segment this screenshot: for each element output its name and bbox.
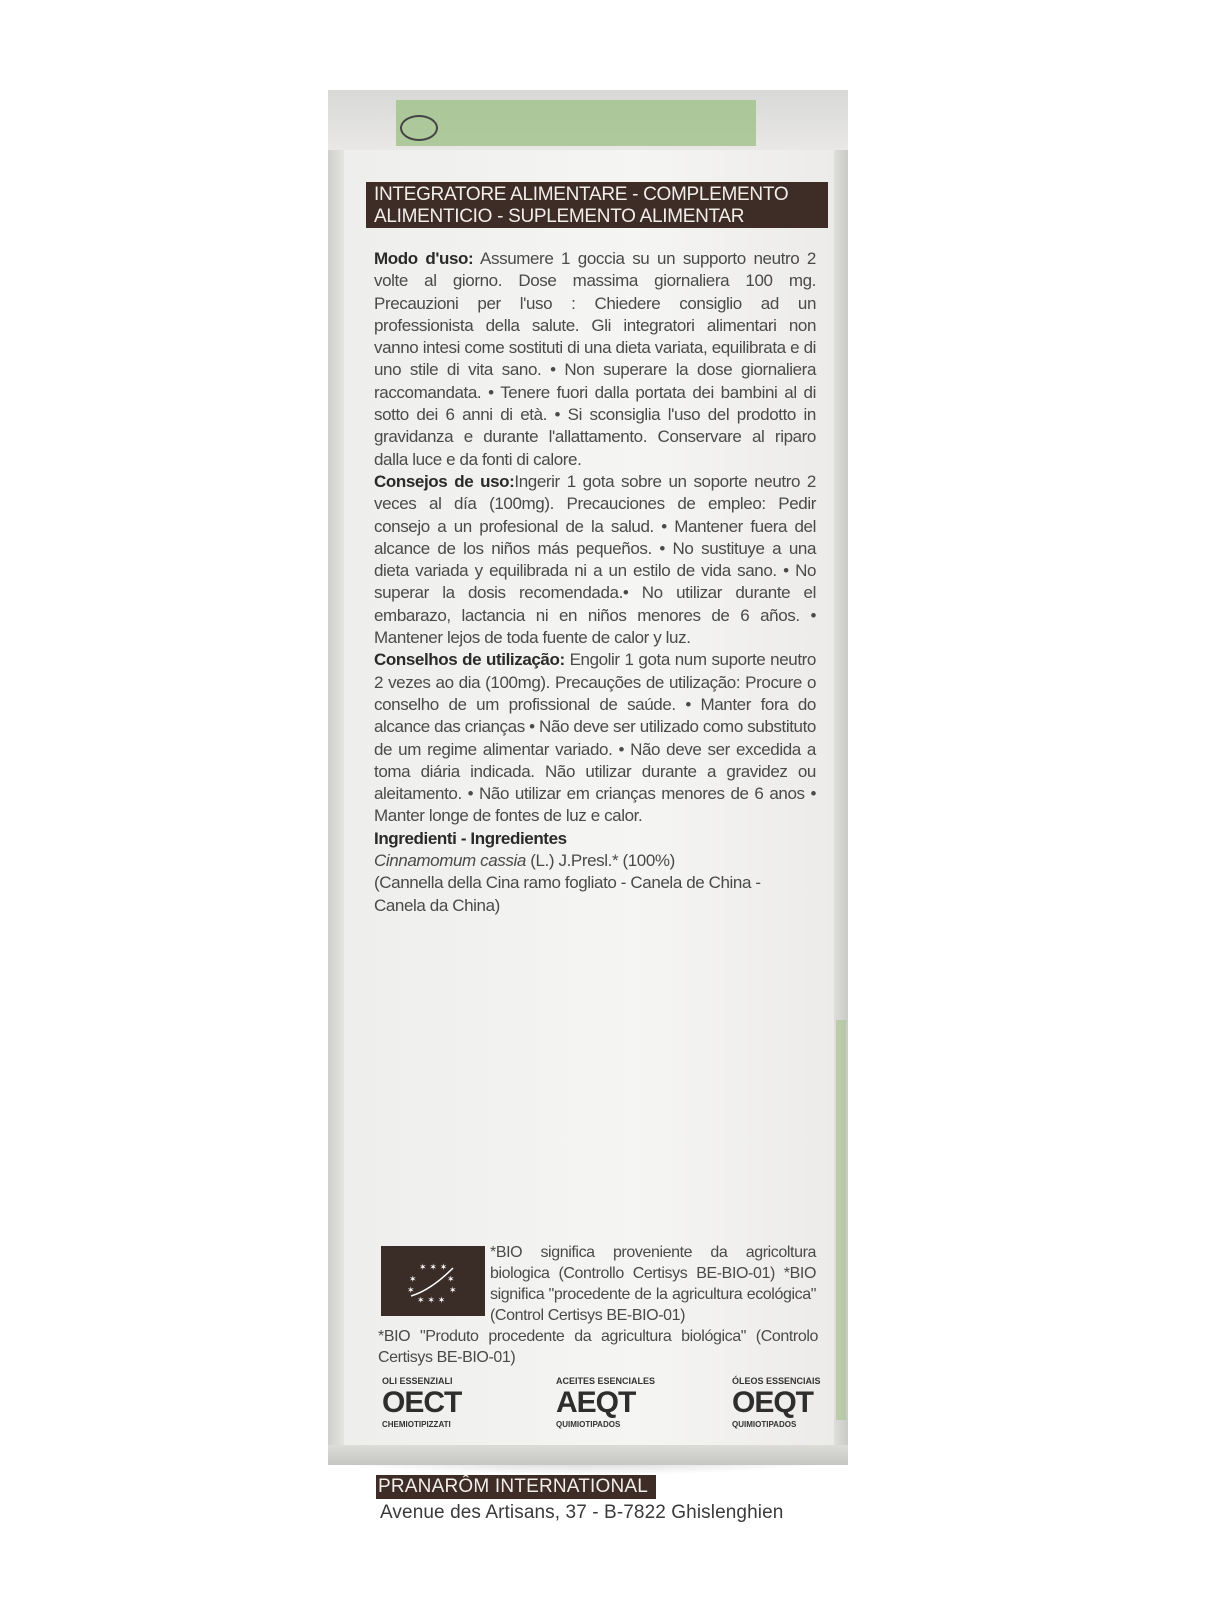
box-left-edge (328, 150, 344, 1450)
cert-oeqt-bottom: QUIMIOTIPADOS (732, 1420, 797, 1429)
cert-oeqt-top: ÓLEOS ESSENCIAIS (732, 1376, 821, 1386)
usage-it-title: Modo d'uso: (374, 249, 474, 268)
cert-oect-logo: OECT (382, 1386, 462, 1419)
top-flap-green-band (396, 100, 756, 146)
usage-es-title: Consejos de uso: (374, 471, 515, 491)
cert-aeqt-logo: AEQT (556, 1386, 636, 1419)
bio-note-pt: *BIO "Produto procedente da agricultura biológica" (Controlo Certisys BE-BIO-01) (378, 1328, 818, 1366)
ingredients-line (374, 850, 816, 872)
cert-aeqt (556, 1376, 656, 1430)
ingredient-common-names: (Cannella della Cina ramo fogliato - Canela de China - Canela da China) (374, 873, 761, 915)
usage-it-text: Assumere 1 goccia su un supporto neutro 2 volte al giorno. Dose massima giornaliera 100 mg. Precauzioni per l'uso : Chiedere consiglio ad un professionista della salute. Gli integratori alimentari non vanno intesi come sostituti di una dieta variata, equilibrata e di uno stile di vita sano. • Non superare la dose giornaliera raccomandata. • Tenere fuori dalla portata dei bambini al di sotto dei 6 anni di età. • Si sconsiglia l'uso del prodotto in gravidanza e durante l'allattamento. Conservare al riparo dalla luce e da fonti di calore. (374, 249, 816, 469)
eu-organic-logo (381, 1246, 485, 1316)
svg-text:✶ ✶ ✶: ✶ ✶ ✶ (417, 1296, 446, 1306)
svg-text:✶: ✶ (449, 1286, 457, 1296)
side-green-band (836, 1020, 846, 1420)
usage-es-text: Ingerir 1 gota sobre un soporte neutro 2 veces al día (100mg). Precauciones de empleo: Pedir consejo a un profesional de la salud. • Mantener fuera del alcance de los niños más pequeños. • No sustituye a una dieta variada y equilibrada ni a un estilo de vida sano. • No superar la dosis recomendada.• No utilizar durante el embarazo, lactancia ni en niños menores de 6 años. • Mantener lejos de toda fuente de calor y luz. (374, 471, 816, 648)
bio-logo-icon (400, 115, 438, 141)
usage-text-block (374, 248, 816, 917)
svg-text:✶: ✶ (407, 1286, 415, 1296)
ingredient-latin-name: Cinnamomum cassia (374, 851, 526, 871)
product-box (328, 90, 848, 1523)
ingredients-title: Ingredienti - Ingredientes (374, 828, 567, 848)
cert-oect (382, 1376, 482, 1430)
cert-aeqt-top: ACEITES ESENCIALES (556, 1376, 656, 1386)
usage-pt (374, 649, 816, 827)
cert-oect-top: OLI ESSENZIALI (382, 1376, 453, 1386)
svg-text:✶ ✶ ✶: ✶ ✶ ✶ (419, 1263, 448, 1273)
usage-it (374, 248, 816, 471)
cert-aeqt-bottom: QUIMIOTIPADOS (556, 1420, 621, 1429)
usage-es (374, 471, 816, 649)
cert-oeqt (732, 1376, 832, 1430)
cert-oect-bottom: CHEMIOTIPIZZATI (382, 1420, 451, 1429)
company-name: PRANARÔM INTERNATIONAL (376, 1475, 656, 1499)
box-bottom-edge (328, 1445, 848, 1465)
usage-pt-title: Conselhos de utilização: (374, 650, 565, 670)
company-address: Avenue des Artisans, 37 - B-7822 Ghislenghien (380, 1502, 784, 1523)
ingredient-author: (L.) J.Presl.* (100%) (525, 851, 675, 871)
svg-text:✶: ✶ (447, 1275, 455, 1285)
bio-note-it-es: *BIO significa proveniente da agricoltura biologica (Controllo Certisys BE-BIO-01) *BIO significa "procedente de la agricultura ecológica" (Control Certisys BE-BIO-01) (490, 1244, 816, 1324)
product-category-header: INTEGRATORE ALIMENTARE - COMPLEMENTO ALIMENTICIO - SUPLEMENTO ALIMENTAR (366, 182, 828, 228)
box-right-edge (834, 150, 848, 1450)
cert-oeqt-logo: OEQT (732, 1386, 814, 1419)
usage-pt-text: Engolir 1 gota num suporte neutro 2 vezes ao dia (100mg). Precauções de utilização: Procure o conselho de um profissional de saúde. • Manter fora do alcance das crianças • Não deve ser utilizado como substituto de um regime alimentar variado. • Não deve ser excedida a toma diária indicada. Não utilizar durante a gravidez ou aleitamento. • Não utilizar em crianças menores de 6 anos • Manter longe de fontes de luz e calor. (374, 650, 816, 826)
svg-text:✶: ✶ (409, 1275, 417, 1285)
